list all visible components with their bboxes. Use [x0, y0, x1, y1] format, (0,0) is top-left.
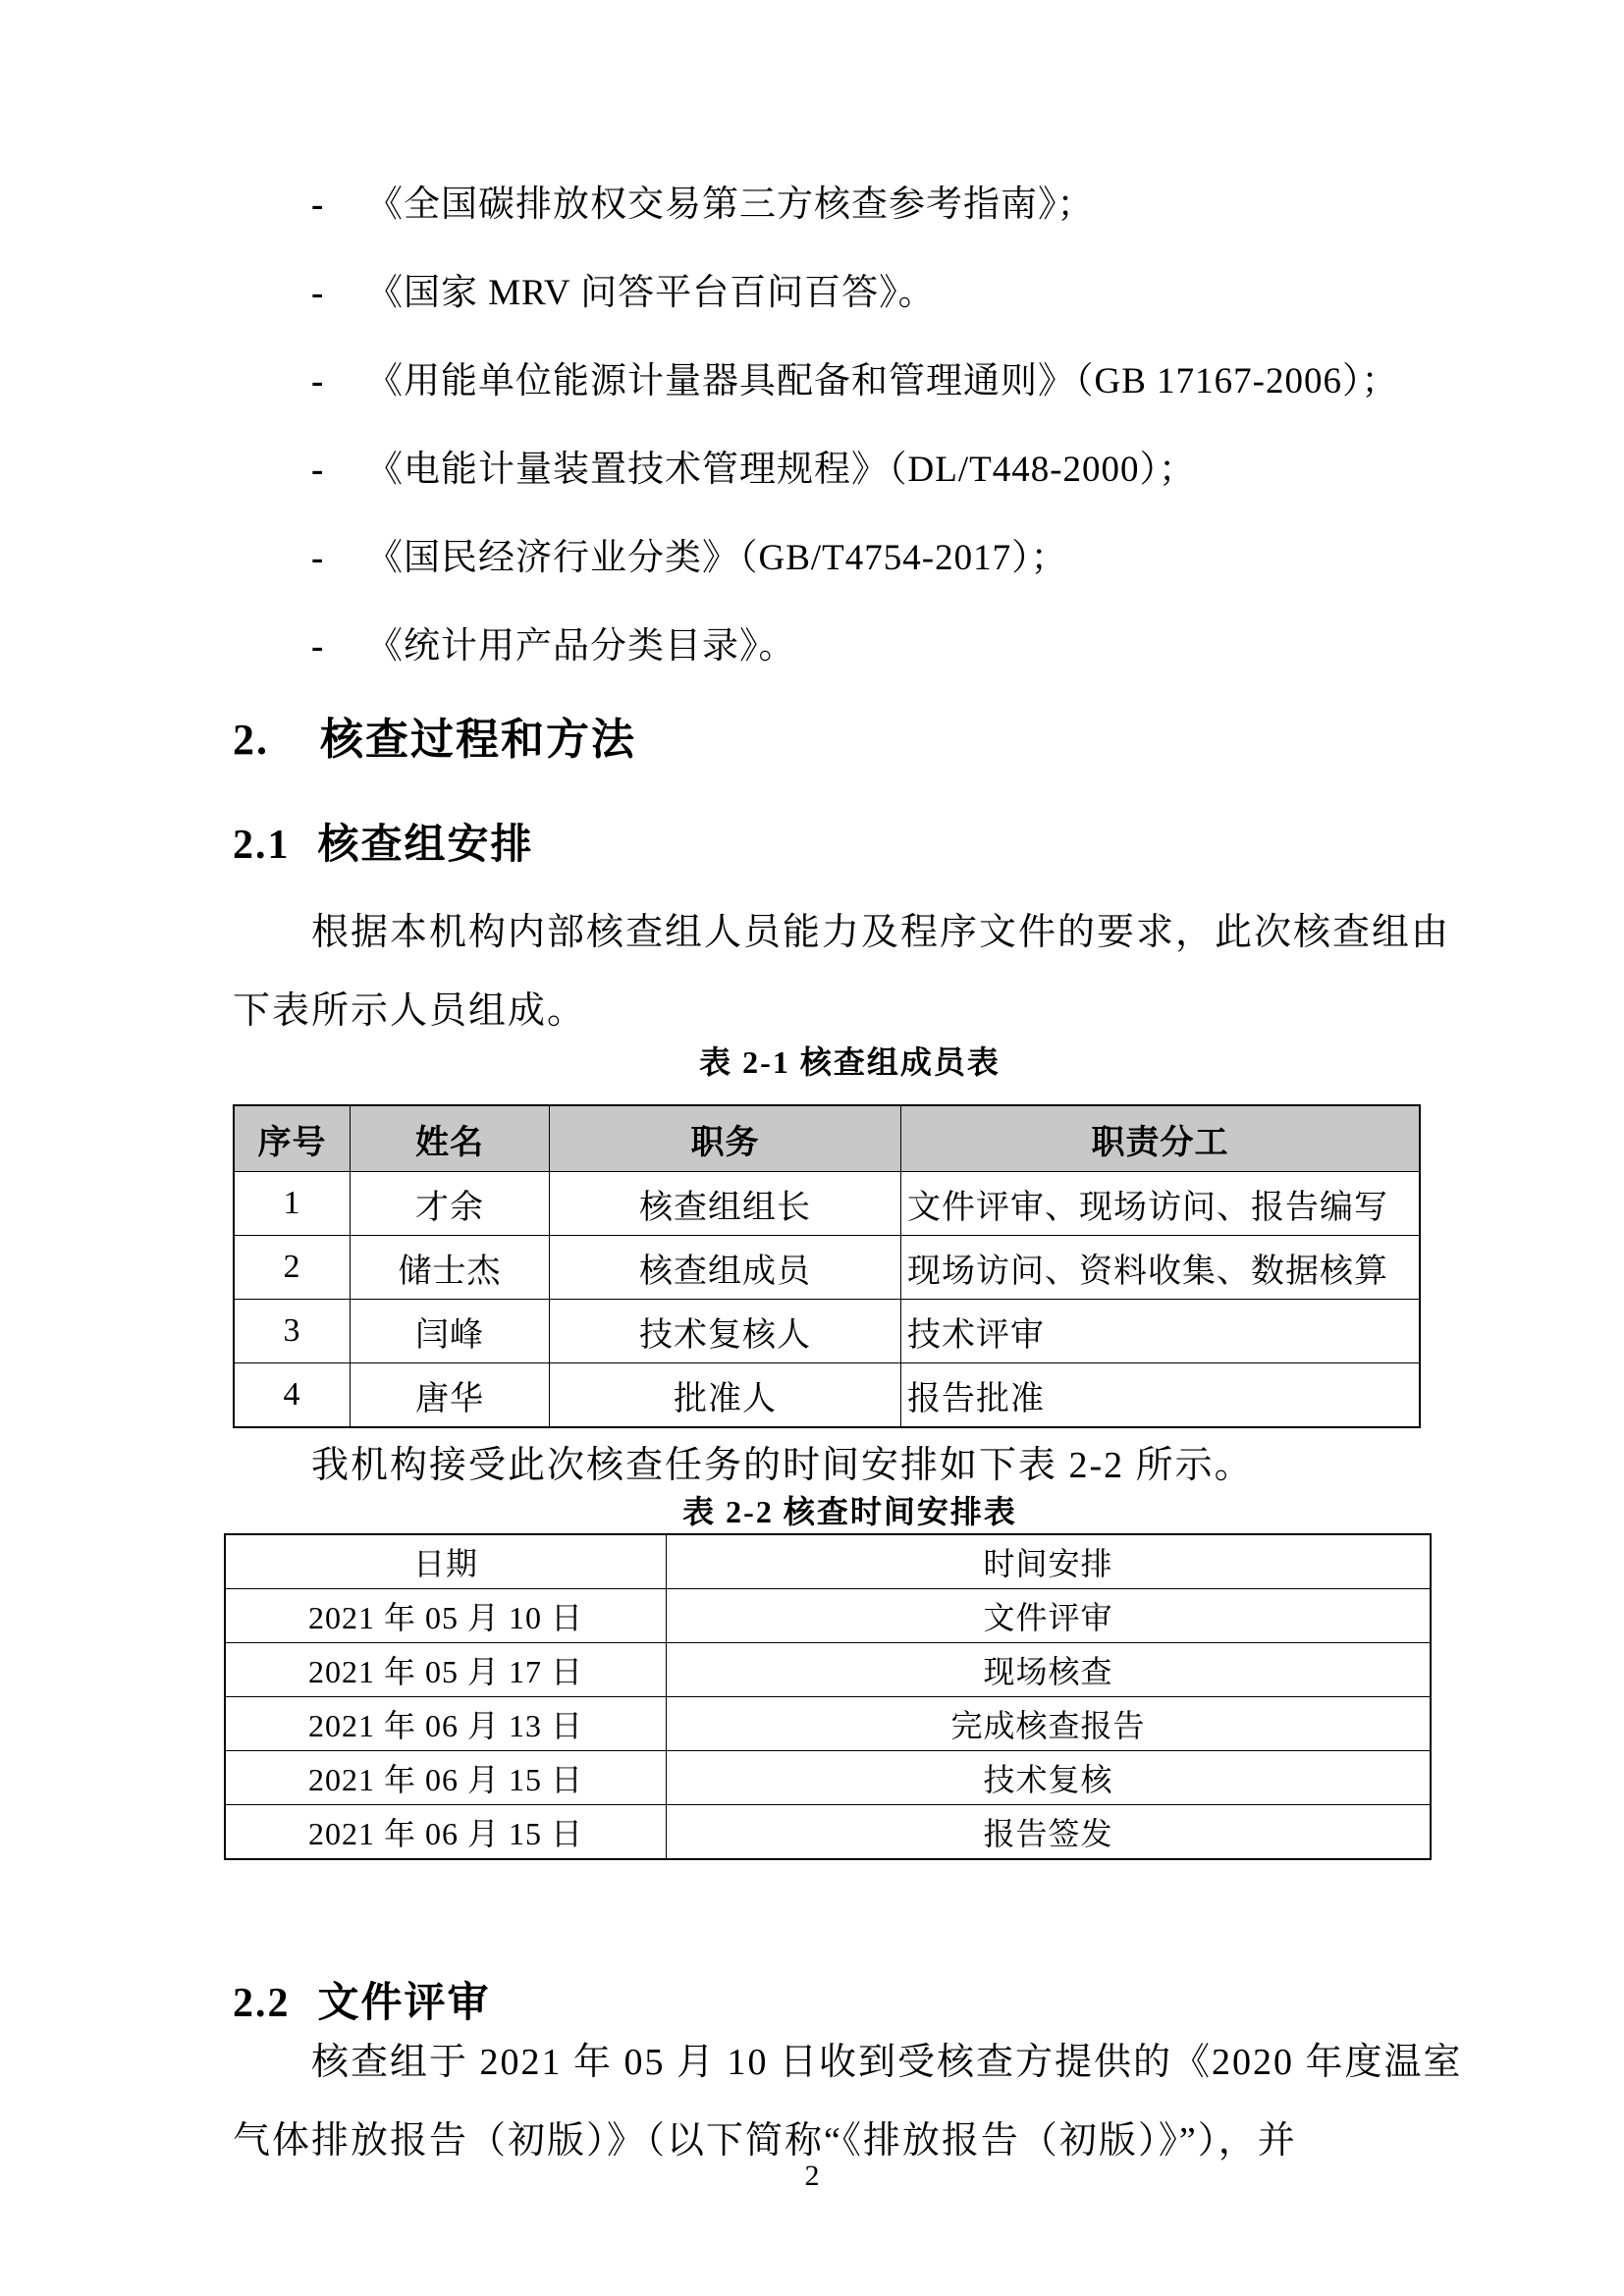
section-2-2-title: 文件评审	[317, 1981, 491, 2026]
list-item	[233, 452, 1467, 489]
section-2-title: 核查过程和方法	[320, 716, 636, 764]
cell-no: 2	[234, 1236, 351, 1300]
cell-date: 2021 年 05 月 10 日	[225, 1589, 667, 1643]
section-2-1-title: 核查组安排	[317, 823, 534, 868]
reference-text: 《统计用产品分类目录》。	[366, 626, 796, 667]
cell-activity: 完成核查报告	[667, 1697, 1432, 1751]
bullet-dash-icon: -	[311, 185, 325, 225]
bullet-dash-icon: -	[311, 450, 325, 490]
paragraph-line: 气体排放报告（初版）》（以下简称“《排放报告（初版）》”），并	[233, 2120, 1297, 2162]
table-header-row	[225, 1534, 1431, 1589]
reference-text: 《用能单位能源计量器具配备和管理通则》（GB 17167-2006）；	[366, 361, 1399, 401]
bullet-dash-icon: -	[311, 626, 325, 667]
column-header-role: 职务	[550, 1105, 901, 1172]
schedule-table	[224, 1533, 1432, 1860]
cell-activity: 现场核查	[667, 1643, 1432, 1697]
cell-duty: 技术评审	[901, 1300, 1421, 1363]
section-2-2-number: 2.2	[233, 1981, 291, 2026]
reference-text: 《全国碳排放权交易第三方核查参考指南》；	[366, 185, 1095, 225]
table-row	[234, 1363, 1420, 1428]
paragraph-line: 我机构接受此次核查任务的时间安排如下表 2-2 所示。	[311, 1445, 1254, 1486]
bullet-dash-icon: -	[311, 361, 325, 401]
cell-date: 2021 年 05 月 17 日	[225, 1643, 667, 1697]
cell-role: 技术复核人	[550, 1300, 901, 1363]
column-header-date: 日期	[225, 1534, 667, 1589]
list-item	[233, 275, 1467, 312]
reference-text: 《国民经济行业分类》（GB/T4754-2017）；	[366, 538, 1068, 578]
table-row	[225, 1697, 1431, 1751]
table-header-row	[234, 1105, 1420, 1172]
cell-duty: 文件评审、现场访问、报告编写	[901, 1172, 1421, 1236]
cell-role: 批准人	[550, 1363, 901, 1428]
cell-date: 2021 年 06 月 15 日	[225, 1751, 667, 1805]
list-item	[233, 187, 1467, 224]
section-2-number: 2.	[233, 716, 269, 764]
cell-name: 闫峰	[351, 1300, 550, 1363]
cell-date: 2021 年 06 月 15 日	[225, 1805, 667, 1860]
column-header-name: 姓名	[351, 1105, 550, 1172]
table-row	[225, 1805, 1431, 1860]
schedule-table-caption: 表 2-2 核查时间安排表	[682, 1494, 1017, 1529]
section-2-heading	[233, 717, 1467, 764]
cell-activity: 报告签发	[667, 1805, 1432, 1860]
cell-name: 储士杰	[351, 1236, 550, 1300]
column-header-no: 序号	[234, 1105, 351, 1172]
section-2-1-heading	[233, 823, 1467, 868]
cell-role: 核查组组长	[550, 1172, 901, 1236]
cell-date: 2021 年 06 月 13 日	[225, 1697, 667, 1751]
cell-no: 4	[234, 1363, 351, 1428]
table-row	[225, 1751, 1431, 1805]
reference-text: 《国家 MRV 问答平台百问百答》。	[366, 273, 936, 313]
bullet-dash-icon: -	[311, 538, 325, 578]
team-table	[233, 1104, 1421, 1428]
table-row	[225, 1589, 1431, 1643]
column-header-duty: 职责分工	[901, 1105, 1421, 1172]
cell-duty: 报告批准	[901, 1363, 1421, 1428]
reference-list	[233, 187, 1467, 666]
list-item	[233, 540, 1467, 577]
page-number: 2	[804, 2160, 820, 2192]
table-row	[225, 1643, 1431, 1697]
cell-no: 3	[234, 1300, 351, 1363]
reference-text: 《电能计量装置技术管理规程》（DL/T448-2000）；	[366, 450, 1197, 490]
list-item	[233, 628, 1467, 666]
paragraph-line: 根据本机构内部核查组人员能力及程序文件的要求，此次核查组由	[311, 912, 1451, 953]
team-table-caption: 表 2-1 核查组成员表	[699, 1044, 1001, 1080]
section-2-1-number: 2.1	[233, 823, 291, 868]
column-header-activity: 时间安排	[667, 1534, 1432, 1589]
list-item	[233, 363, 1467, 400]
table-row	[234, 1172, 1420, 1236]
cell-duty: 现场访问、资料收集、数据核算	[901, 1236, 1421, 1300]
cell-name: 才余	[351, 1172, 550, 1236]
cell-activity: 文件评审	[667, 1589, 1432, 1643]
cell-role: 核查组成员	[550, 1236, 901, 1300]
cell-activity: 技术复核	[667, 1751, 1432, 1805]
paragraph-line: 下表所示人员组成。	[233, 990, 587, 1032]
cell-no: 1	[234, 1172, 351, 1236]
cell-name: 唐华	[351, 1363, 550, 1428]
bullet-dash-icon: -	[311, 273, 325, 313]
paragraph-line: 核查组于 2021 年 05 月 10 日收到受核查方提供的《2020 年度温室	[311, 2042, 1463, 2083]
section-2-2-heading	[233, 1981, 1467, 2026]
table-row	[234, 1236, 1420, 1300]
table-row	[234, 1300, 1420, 1363]
